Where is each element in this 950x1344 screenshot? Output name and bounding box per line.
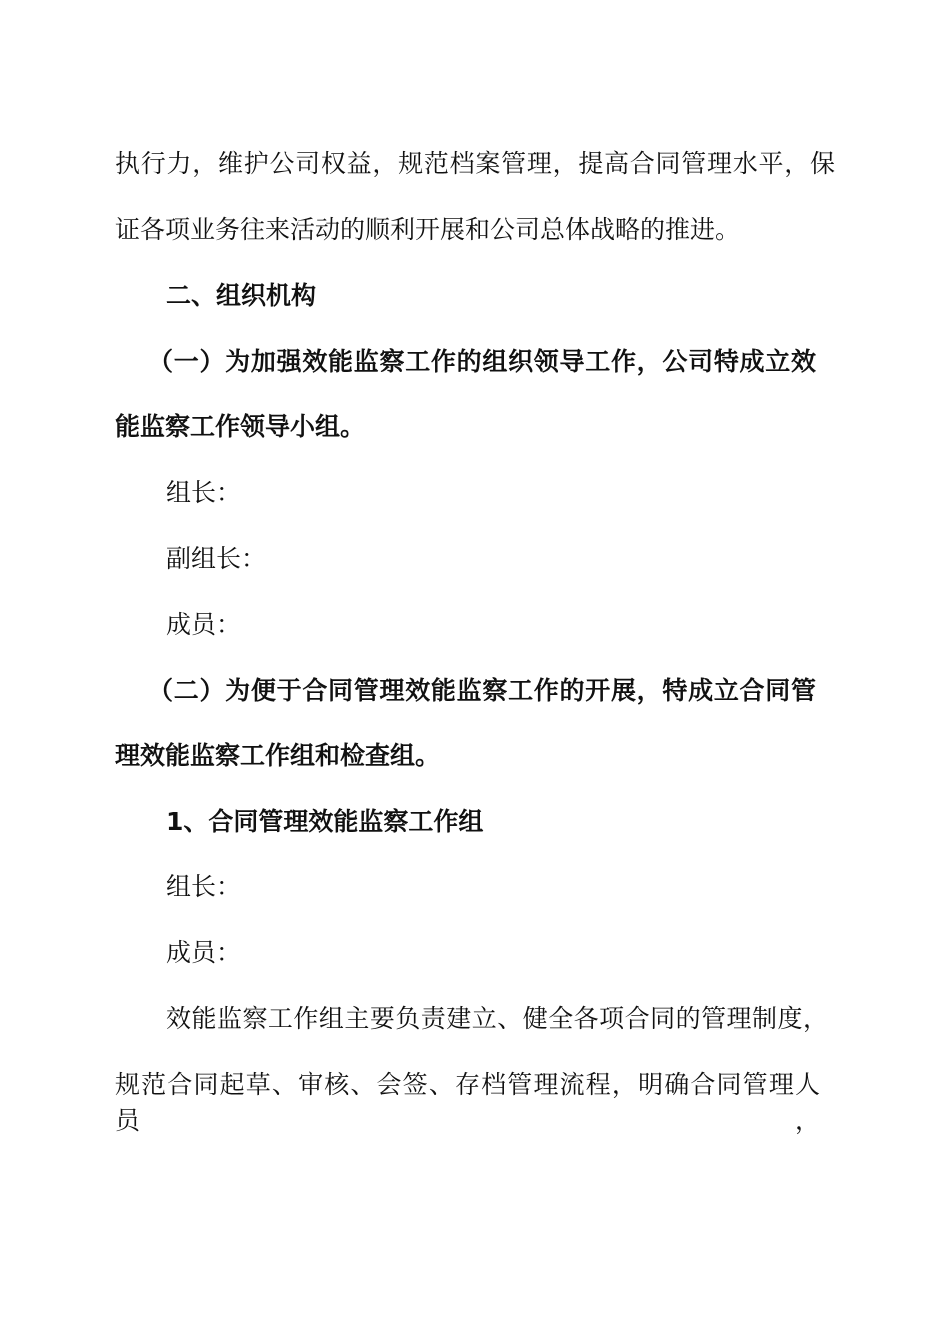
group-leader-label: 组长： — [166, 478, 242, 507]
body-text-line: 证各项业务往来活动的顺利开展和公司总体战略的推进。 — [115, 215, 741, 244]
subsection-heading: （二）为便于合同管理效能监察工作的开展，特成立合同管 — [148, 676, 816, 705]
section-heading: 二、组织机构 — [166, 281, 317, 310]
item-heading: 1、合同管理效能监察工作组 — [166, 807, 484, 836]
subsection-heading-continued: 理效能监察工作组和检查组。 — [115, 741, 441, 770]
group-leader-label: 组长： — [166, 872, 242, 901]
body-text-line: 执行力，维护公司权益，规范档案管理，提高合同管理水平，保 — [115, 149, 835, 178]
members-label: 成员： — [166, 610, 242, 639]
members-label: 成员： — [166, 938, 242, 967]
body-text-line: 效能监察工作组主要负责建立、健全各项合同的管理制度， — [166, 1004, 828, 1033]
deputy-leader-label: 副组长： — [166, 544, 267, 573]
body-text-line: 规范合同起草、审核、会签、存档管理流程，明确合同管理人员， — [115, 1070, 820, 1135]
subsection-heading-continued: 能监察工作领导小组。 — [115, 412, 366, 441]
subsection-heading: （一）为加强效能监察工作的组织领导工作，公司特成立效 — [148, 347, 816, 376]
